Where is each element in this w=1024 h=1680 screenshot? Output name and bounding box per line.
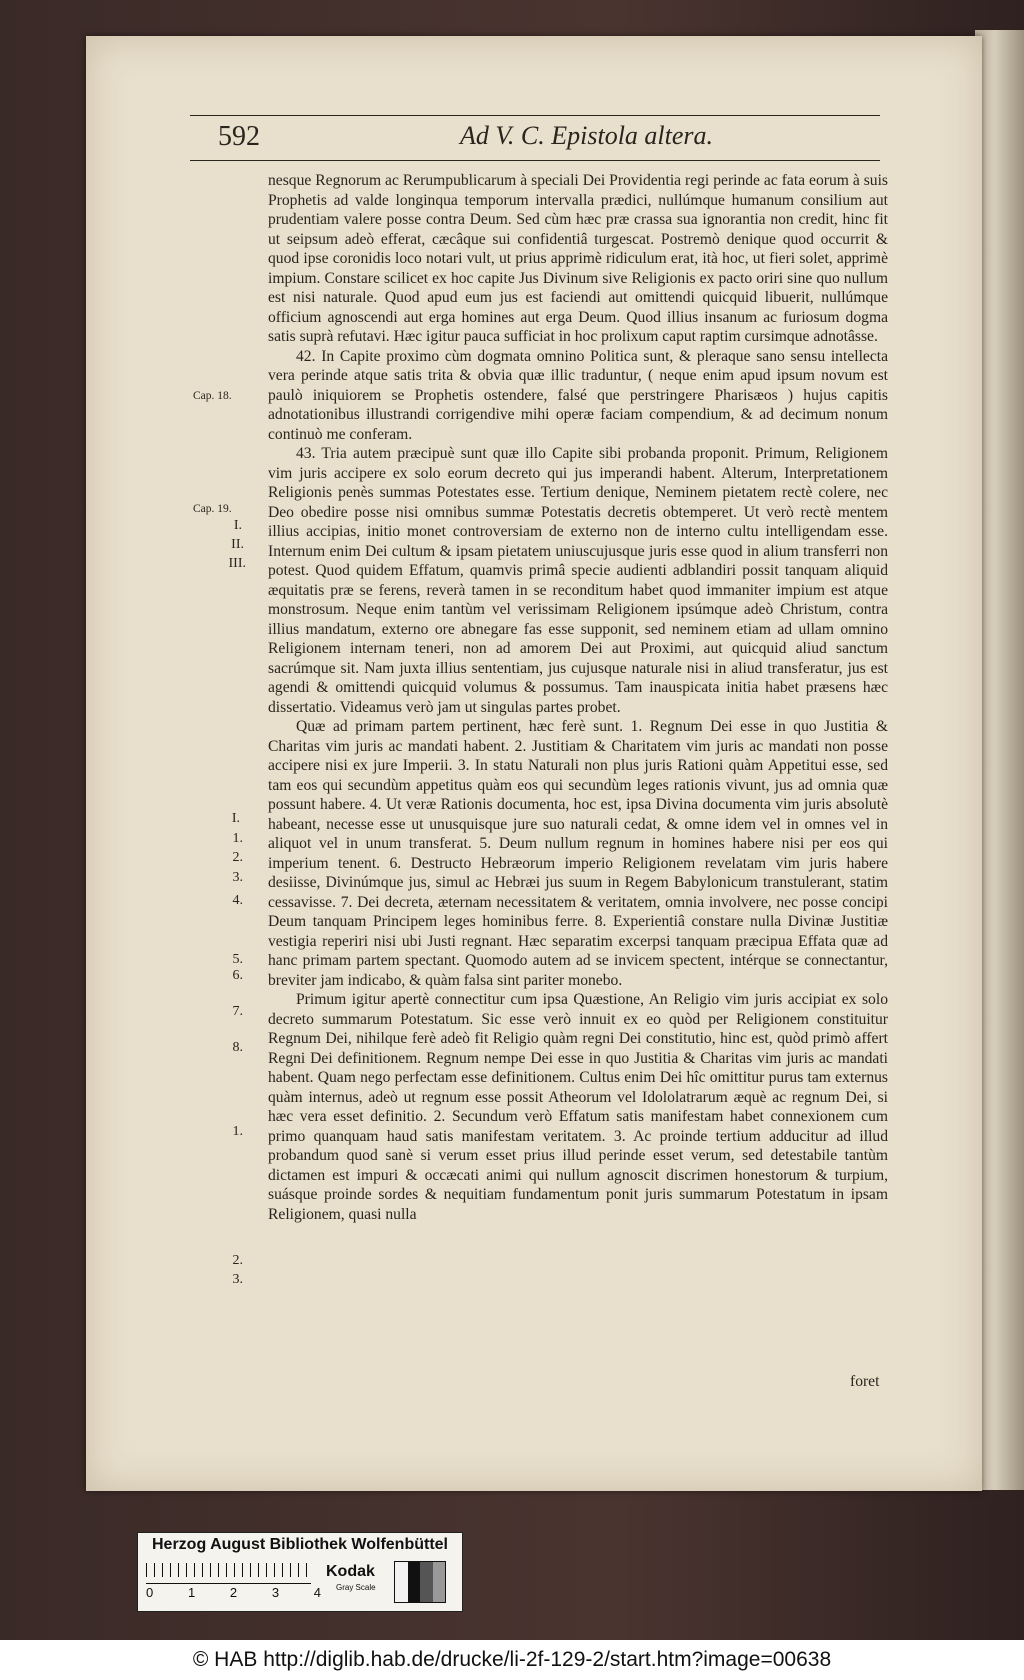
margin-note-5: 5. (232, 952, 243, 967)
ruler-number: 0 (146, 1585, 154, 1600)
margin-note-i-b: I. (231, 811, 240, 826)
margin-note-8: 8. (232, 1040, 243, 1055)
ruler-numbers (146, 1585, 321, 1600)
footer-credit: © HAB http://diglib.hab.de/drucke/li-2f-129-2/start.htm?image=00638 (192, 1648, 832, 1671)
paragraph-42: 42. In Capite proximo cùm dogmata omnino Politica sunt, & pleraque sano sensu intellecta vera perinde atque satis trita & obvia quæ illic traduntur, ( neque enim apud ipsum novum est paulò iniquiorem se Prophetis ostendere, falsé que perstringere Pharisæos ) hujus capitis adnotationibus illustrandi corrigendive mihi operæ faciam compendium, & ad decimum nonum continuò me conferam. (268, 347, 888, 443)
library-name: Herzog August Bibliothek Wolfenbüttel (152, 1536, 448, 1553)
ruler-number: 1 (187, 1585, 196, 1600)
ruler-number: 4 (313, 1585, 321, 1600)
scale-ruler (146, 1563, 311, 1584)
body-text (268, 171, 888, 1224)
gray-scale-label: Gray Scale (336, 1583, 376, 1592)
header-rule-bottom (190, 160, 880, 161)
header-rule-top (190, 115, 880, 116)
paragraph-first-part: Quæ ad primam partem pertinent, hæc ferè sunt. 1. Regnum Dei esse in quo Justitia & Charitas vim juris ac mandati habent. 2. Justitiam & Charitatem vim juris ac mandati non posse accipere nisi ex jure Imperii. 3. In statu Naturali non plus juris Rationi quàm Appetitui esse, sed tam eos qui secundùm appetitus quàm eos qui secundùm leges rationis vivunt, jus ad omnia quæ possunt habere. 4. Ut veræ Rationis documenta, hoc est, ipsa Divina documenta vim juris absolutè habeant, necesse esse ut unusquisque jure suo naturali cedat, & omne idem vel in omnes vel in aliquot vel in unum transferat. 5. Deum nullum regnum in homines habere nisi per eos qui imperium tenent. 6. Destructo Hebræorum imperio Religionem revelatam vim juris habere desiisse, Divinúmque jus, simul ac Hebræi jus suum in Regem Babylonicum transtulerant, statim cessavisse. 7. Dei decreta, æternam necessitatem & veritatem, omnia involvere, nec posse concipi Deum tanquam Principem leges hominibus ferre. 8. Experientiâ constare nulla Divinæ Justitiæ vestigia reperiri nisi ubi Justi regnant. Hæc separatim excerpsi tanquam præcipua Effata quæ ad hanc primam partem spectant. Quomodo autem ad se invicem spectent, intérque se connectantur, breviter jam indicabo, & quàm falsa sint pariter monebo. (268, 718, 888, 989)
margin-note-i: I. (233, 518, 242, 533)
margin-note-1: 1. (232, 831, 243, 846)
margin-note-2-b: 2. (232, 1253, 243, 1268)
paragraph-43: 43. Tria autem præcipuè sunt quæ illo Capite sibi probanda proponit. Primum, Religionem vim juris accipere ex solo eorum decreto qui jus imperandi habent. Alterum, Interpretationem Religionis penès summas Potestates esse. Tertium denique, Neminem pietatem rectè colere, nec Deo obedire posse nisi omnibus summæ Potestatis decretis obtemperet. Ut verò rectè mentem illius accipias, initio monet controversiam de externo non de interno cultu intelligendam esse. Internum enim Dei cultum & ipsam pietatem uniuscujusque juris esse quod in alium transferri non potest. Quod quidem Effatum, quamvis primâ specie audienti adblandiri possit tanquam aliquid æquitatis præ se ferens, reverà tamen in se reconditum habet quod immaniter impium est atque monstrosum. Neque enim tantùm vel verissimam Religionem ipsúmque adeò Christum, contra illius mandatum, externo ore abnegare fas esse supponit, sed neminem etiam ad ullam omnino Religionem internam teneri, non ad amorem Dei aut Proximi, aut quicquid aliud sanctum sacrúmque sit. Nam juxta illius sententiam, jus cujusque naturale nisi in aliud transferatur, jus est agendi & omittendi quicquid volumus & possumus. Tam inauspicata initia habet præsens hæc dissertatio. Videamus verò jam ut singulas partes probet. (268, 445, 888, 716)
margin-note-3-b: 3. (232, 1272, 243, 1287)
paragraph-primum: Primum igitur apertè connectitur cum ipsa Quæstione, An Religio vim juris accipiat ex solo decreto summarum Potestatum. Sic esse verò innuit ex eo quòd per Religionem constituitur Regnum Dei, nihilque ferè adeò fit Religio quàm regni Dei constitutio, hinc est, quòd primò affert Regni Dei definitionem. Regnum nempe Dei esse in quo Justitia & Charitas vim juris ac mandati habent. Quam nego perfectam esse definitionem. Cultus enim Dei hîc omittitur purus tam externus quàm internus, adeò ut regnum esse possit Atheorum vel Idololatrarum æquè ac regnum Dei, si hæc vera esset definitio. 2. Secundum verò Effatum satis manifestam habet connexionem cum primo quanquam haud satis manifestam veritatem. 3. Ac proinde tertium adducitur ad illud probandum quod sanè si verum esset prius illud perinde esset verum, sed detestabile tantùm dictamen est impuri & occæcati animi qui nullum agnoscit discrimen honestorum & turpium, suásque proinde sordes & nequitiam fundamentum ponit juris summarum Potestatum in ipsam Religionem, quasi nulla (268, 991, 888, 1223)
margin-note-7: 7. (232, 1004, 243, 1019)
margin-note-cap-18: Cap. 18. (193, 390, 232, 402)
margin-note-4: 4. (232, 893, 243, 908)
page-edge (975, 30, 1024, 1490)
gray-swatches (394, 1561, 446, 1603)
page-number: 592 (218, 121, 260, 152)
margin-note-2: 2. (232, 850, 243, 865)
kodak-logo: Kodak (326, 1563, 375, 1580)
margin-note-ii: II. (231, 537, 244, 552)
ruler-number: 2 (229, 1585, 238, 1600)
margin-note-iii: III. (228, 556, 246, 571)
catchword: foret (850, 1373, 880, 1390)
margin-note-6: 6. (232, 968, 243, 983)
library-color-target (137, 1532, 463, 1612)
margin-note-cap-19: Cap. 19. (193, 503, 232, 515)
paragraph-continuation: nesque Regnorum ac Rerumpublicarum à speciali Dei Providentia regi perinde ac fata eorum à suis Prophetis ad valde longinqua temporum intervalla prædici, nullúmque humanum consilium aut prudentiam valere posse contra Deum. Sed cùm hæc præ crassa sua ignorantia non credit, hinc fit ut seipsum adeò efferat, cæcâque sui confidentiâ turgescat. Postremò denique quod occurrit & quod ipse coronidis loco notari vult, ut prius apprimè ridiculum erat, ità hoc, ut fieri solet, apprimè impium. Constare scilicet ex hoc capite Jus Divinum sive Religionis ex pacto oriri sine quo nullum est nisi naturale. Quod apud eum jus est faciendi aut omittendi quicquid libuerit, nullúmque officium agnoscendi aut erga homines aut erga Deum. Quod illius insanum ac furiosum dogma satis suprà refutavi. Hæc igitur pauca sufficiat in hoc prolixum caput raptim cursimque adnotâsse. (268, 172, 888, 345)
running-head: Ad V. C. Epistola altera. (460, 121, 714, 150)
margin-note-1-b: 1. (232, 1124, 243, 1139)
margin-note-3: 3. (232, 870, 243, 885)
ruler-number: 3 (271, 1585, 280, 1600)
